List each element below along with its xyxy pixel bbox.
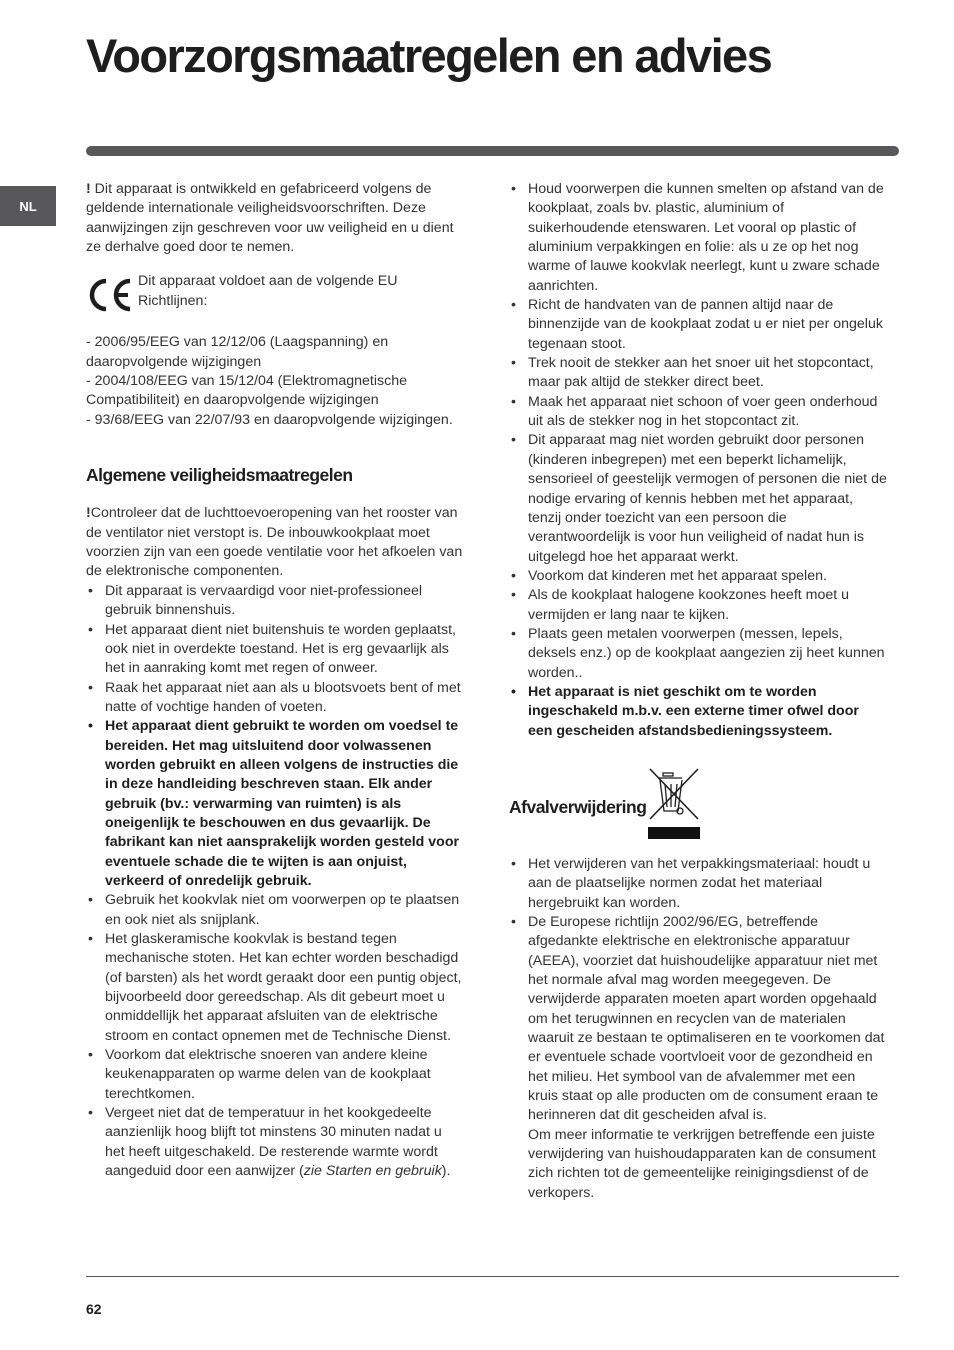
list-item: • Dit apparaat is vervaardigd voor niet-professioneel gebruik binnenshuis.: [86, 582, 464, 621]
list-item: • Als de kookplaat halogene kookzones heeft moet u vermijden er lang naar te kijken.: [509, 586, 887, 625]
list-item: [509, 913, 887, 1203]
list-item: [86, 1104, 464, 1181]
list-item: • Voorkom dat kinderen met het apparaat spelen.: [509, 567, 887, 586]
list-item: • Houd voorwerpen die kunnen smelten op afstand van de kookplaat, zoals bv. plastic, aluminium of suikerhoudende etenswaren. Let vooral op plastic of aluminium verpakkingen en folie: als u ze op het nog warme of lauwe kookvlak neerlegt, kunt u zware schade aanrichten.: [509, 180, 887, 296]
directive-list: [86, 333, 464, 430]
list-item: • Het apparaat is niet geschikt om te worden ingeschakeld m.b.v. een externe timer ofwel door een gescheiden afstandsbedieningssysteem.: [509, 683, 887, 741]
cross-reference: zie Starten en gebruik: [303, 1163, 442, 1180]
directive-item: - 2004/108/EEG van 15/12/04 (Elektromagnetische Compatibiliteit) en daaropvolgende wijzigingen: [86, 373, 407, 409]
list-item-text: Vergeet niet dat de temperatuur in het kookgedeelte aanzienlijk hoog blijft tot minstens 30 minuten nadat u het heeft uitgeschakeld. De resterende warmte wordt aangeduid door een aanwijzer (: [105, 1105, 442, 1180]
general-safety-heading: Algemene veiligheidsmaatregelen: [86, 465, 353, 486]
list-item: • Het apparaat dient gebruikt te worden om voedsel te bereiden. Het mag uitsluitend door volwassenen worden gebruikt en alleen volgens de instructies die in deze handleiding beschreven staan. Elk ander gebruik (bv.: verwarming van ruimten) is als oneigenlijk te beschouwen en dus gevaarlijk. De fabrikant kan niet aansprakelijk worden gesteld voor eventuele schade die te wijten is aan onjuist, verkeerd of onredelijk gebruik.: [86, 717, 464, 891]
directive-item: - 2006/95/EEG van 12/12/06 (Laagspanning) en daaropvolgende wijzigingen: [86, 334, 389, 370]
list-item: • Gebruik het kookvlak niet om voorwerpen op te plaatsen en ook niet als snijplank.: [86, 891, 464, 930]
intro-text: Dit apparaat is ontwikkeld en gefabriceerd volgens de geldende internationale veiligheidsvoorschriften. Deze aanwijzingen zijn geschreven voor uw veiligheid en u dient ze derhalve goed door te nemen.: [86, 181, 454, 256]
list-item: • Richt de handvaten van de pannen altijd naar de binnenzijde van de kookplaat zodat u er niet per ongeluk tegenaan stoot.: [509, 296, 887, 354]
list-item-continuation: Om meer informatie te verkrijgen betreffende een juiste verwijdering van huishoudapparaten kan de consument zich richten tot de gemeentelijke reinigingsdienst of de verkopers.: [528, 1126, 876, 1201]
right-column: [509, 180, 887, 1203]
warning-mark: !: [86, 181, 91, 197]
waste-disposal-list: [509, 855, 887, 1203]
directive-item: - 93/68/EEG van 22/07/93 en daaropvolgende wijzigingen.: [86, 411, 453, 428]
general-safety-list: [86, 582, 464, 1182]
page-title: Voorzorgsmaatregelen en advies: [86, 29, 772, 82]
footer-divider: [86, 1276, 899, 1277]
ce-mark-icon: [86, 275, 134, 315]
list-item: • Trek nooit de stekker aan het snoer uit het stopcontact, maar pak altijd de stekker direct beet.: [509, 354, 887, 393]
list-item-text: De Europese richtlijn 2002/96/EG, betreffende afgedankte elektrische en elektronische apparatuur (AEEA), voorziet dat huishoudelijke apparatuur niet met het normale afval mag worden meegegeven. De verwijderde apparaten moeten apart worden opgehaald om het terugwinnen en recyclen van de materialen waaruit ze bestaan te optimaliseren en te voorkomen dat er eventuele schade voortvloeit voor de gezondheid en het milieu. Het symbool van de afvalemmer met een kruis staat op alle producten om de consument eraan te herinneren dat dit gescheiden afval is.: [528, 914, 885, 1124]
ce-block: [86, 275, 464, 315]
ventilation-note: [86, 504, 464, 581]
crossed-bin-icon: [648, 767, 704, 841]
list-item: • Voorkom dat elektrische snoeren van andere kleine keukenapparaten op warme delen van de kookplaat terechtkomen.: [86, 1046, 464, 1104]
ventilation-note-text: Controleer dat de luchttoevoeropening van het rooster van de ventilator niet verstopt is. De inbouwkookplaat moet voorzien zijn van een goede ventilatie voor het afkoelen van de elektronische componenten.: [86, 505, 463, 580]
ce-text: Dit apparaat voldoet aan de volgende EU Richtlijnen:: [138, 273, 398, 309]
list-item: • Raak het apparaat niet aan als u blootsvoets bent of met natte of vochtige handen of voeten.: [86, 679, 464, 718]
list-item: • Het glaskeramische kookvlak is bestand tegen mechanische stoten. Het kan echter worden beschadigd (of barsten) als het wordt geraakt door een puntig object, bijvoorbeeld door gereedschap. Als dit gebeurt moet u onmiddellijk het apparaat afsluiten van de elektrische stroom en contact opnemen met de Technische Dienst.: [86, 930, 464, 1046]
left-column: [86, 180, 464, 1181]
waste-heading-row: [509, 767, 887, 841]
safety-list-continued: [509, 180, 887, 741]
list-item: • Het apparaat dient niet buitenshuis te worden geplaatst, ook niet in overdekte toestand. Het is erg gevaarlijk als het in aanraking komt met regen of onweer.: [86, 621, 464, 679]
list-item: • Maak het apparaat niet schoon of voer geen onderhoud uit als de stekker nog in het stopcontact zit.: [509, 393, 887, 432]
intro-paragraph: [86, 180, 464, 257]
waste-disposal-heading: Afvalverwijdering: [509, 796, 647, 817]
page-number: 62: [86, 1301, 102, 1317]
list-item-end: ).: [441, 1163, 451, 1180]
list-item: • Het verwijderen van het verpakkingsmateriaal: houdt u aan de plaatselijke normen zodat het materiaal hergebruikt kan worden.: [509, 855, 887, 913]
list-item: • Dit apparaat mag niet worden gebruikt door personen (kinderen inbegrepen) met een beperkt lichamelijk, sensorieel of geestelijk vermogen of personen die niet de nodige ervaring of kennis hebben met het apparaat, tenzij onder toezicht van een persoon die verantwoordelijk is voor hun veiligheid of nadat hun is uitgelegd hoe het apparaat werkt.: [509, 431, 887, 566]
language-tab: NL: [0, 186, 56, 226]
title-divider: [86, 146, 899, 156]
list-item: • Plaats geen metalen voorwerpen (messen, lepels, deksels enz.) op de kookplaat aangezien zij heet kunnen worden..: [509, 625, 887, 683]
warning-mark: !: [86, 505, 91, 522]
